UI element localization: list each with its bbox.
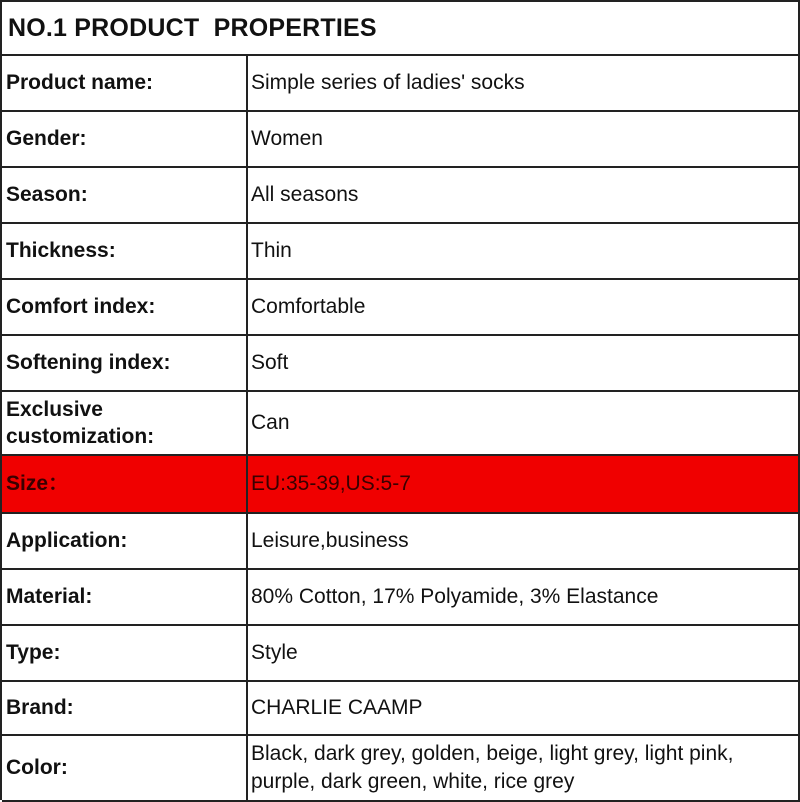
row-thickness — [2, 224, 800, 280]
row-label: Softening index: — [2, 336, 248, 392]
row-label: Brand: — [2, 682, 248, 736]
row-type — [2, 626, 800, 682]
row-value: Women — [248, 112, 800, 168]
row-label: Season: — [2, 168, 248, 224]
row-value: 80% Cotton, 17% Polyamide, 3% Elastance — [248, 570, 800, 626]
row-value: Thin — [248, 224, 800, 280]
row-exclusive-customization — [2, 392, 800, 456]
row-value: All seasons — [248, 168, 800, 224]
row-value: CHARLIE CAAMP — [248, 682, 800, 736]
row-value: Black, dark grey, golden, beige, light grey, light pink, purple, dark green, white, rice grey — [248, 736, 800, 802]
row-label: Gender: — [2, 112, 248, 168]
row-label: Size： — [2, 456, 248, 514]
row-product-name — [2, 56, 800, 112]
row-label: Exclusive customization: — [2, 392, 248, 456]
row-label: Color: — [2, 736, 248, 802]
row-material — [2, 570, 800, 626]
row-label: Application: — [2, 514, 248, 570]
row-value: Leisure,business — [248, 514, 800, 570]
row-size — [2, 456, 800, 514]
row-value: Comfortable — [248, 280, 800, 336]
row-label: Material: — [2, 570, 248, 626]
row-value: Soft — [248, 336, 800, 392]
row-value: Simple series of ladies' socks — [248, 56, 800, 112]
row-gender — [2, 112, 800, 168]
row-label: Thickness: — [2, 224, 248, 280]
row-brand — [2, 682, 800, 736]
row-application — [2, 514, 800, 570]
row-color — [2, 736, 800, 802]
table-title: NO.1 PRODUCT PROPERTIES — [2, 2, 800, 56]
row-softening-index — [2, 336, 800, 392]
row-comfort-index — [2, 280, 800, 336]
row-value: Style — [248, 626, 800, 682]
row-label: Product name: — [2, 56, 248, 112]
row-season — [2, 168, 800, 224]
row-value: EU:35-39,US:5-7 — [248, 456, 800, 514]
row-label: Comfort index: — [2, 280, 248, 336]
row-value: Can — [248, 392, 800, 456]
row-label: Type: — [2, 626, 248, 682]
